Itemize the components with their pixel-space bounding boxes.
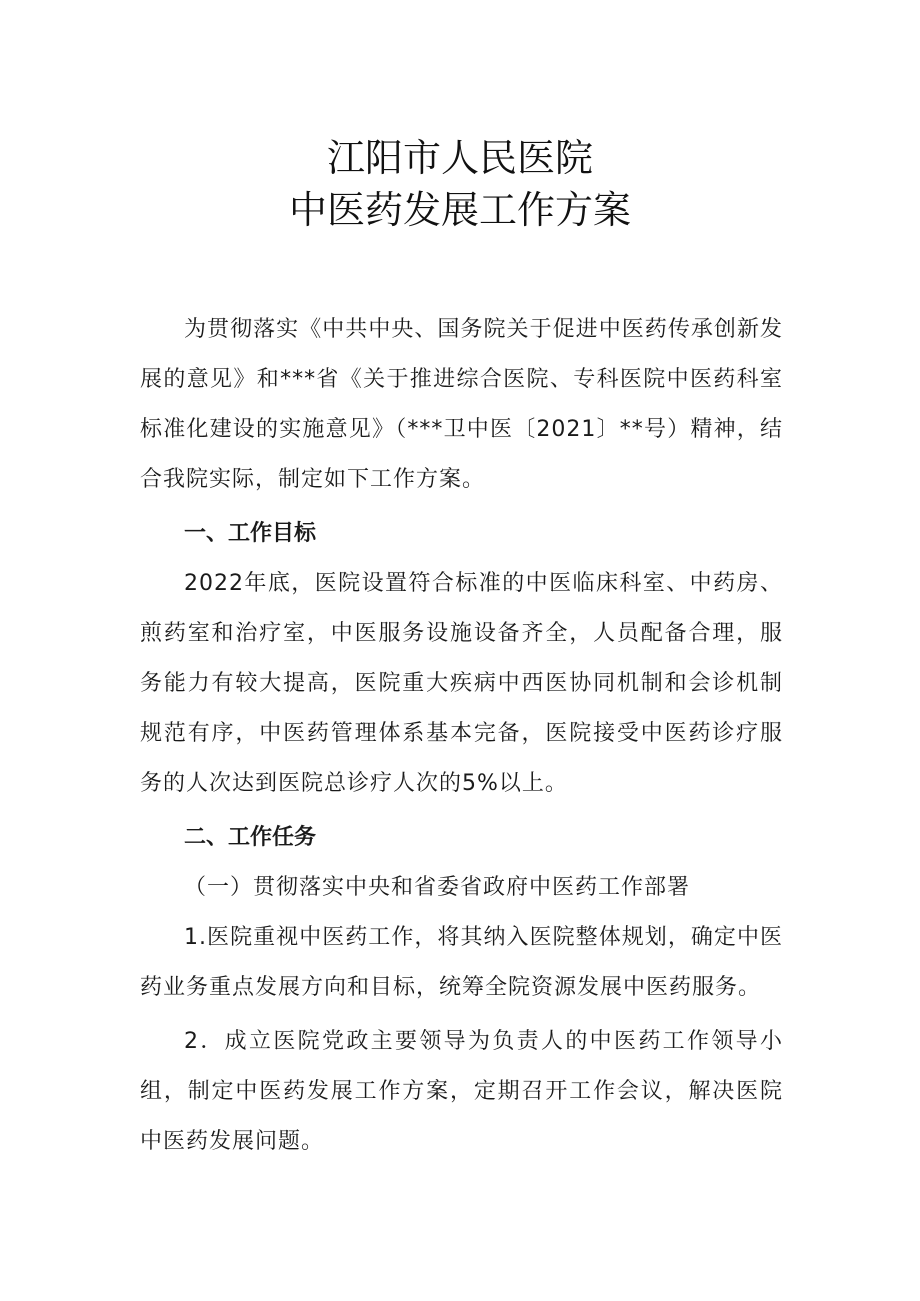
intro-paragraph: 为贯彻落实《中共中央、国务院关于促进中医药传承创新发展的意见》和***省《关于推进综合医院、专科医院中医药科室标准化建设的实施意见》（***卫中医〔2021〕**号）精神，结合我院实际，制定如下工作方案。 xyxy=(140,317,783,492)
document-title-line1: 江阳市人民医院 xyxy=(326,136,593,180)
document-title-line2: 中医药发展工作方案 xyxy=(288,188,631,232)
task-item-2: 2．成立医院党政主要领导为负责人的中医药工作领导小组，制定中医药发展工作方案，定期召开工作会议，解决医院中医药发展问题。 xyxy=(140,1029,783,1154)
document-body xyxy=(140,305,783,1167)
task-item-1: 1.医院重视中医药工作，将其纳入医院整体规划，确定中医药业务重点发展方向和目标，统筹全院资源发展中医药服务。 xyxy=(140,925,783,1000)
section-heading-goals: 一、工作目标 xyxy=(184,521,317,546)
section-heading-tasks: 二、工作任务 xyxy=(184,825,317,850)
subsection-heading-1: （一）贯彻落实中央和省委省政府中医药工作部署 xyxy=(184,875,691,900)
goals-paragraph: 2022年底，医院设置符合标准的中医临床科室、中药房、煎药室和治疗室，中医服务设施设备齐全，人员配备合理，服务能力有较大提高，医院重大疾病中西医协同机制和会诊机制规范有序，中医药管理体系基本完备，医院接受中医药诊疗服务的人次达到医院总诊疗人次的5%以上。 xyxy=(140,571,783,796)
